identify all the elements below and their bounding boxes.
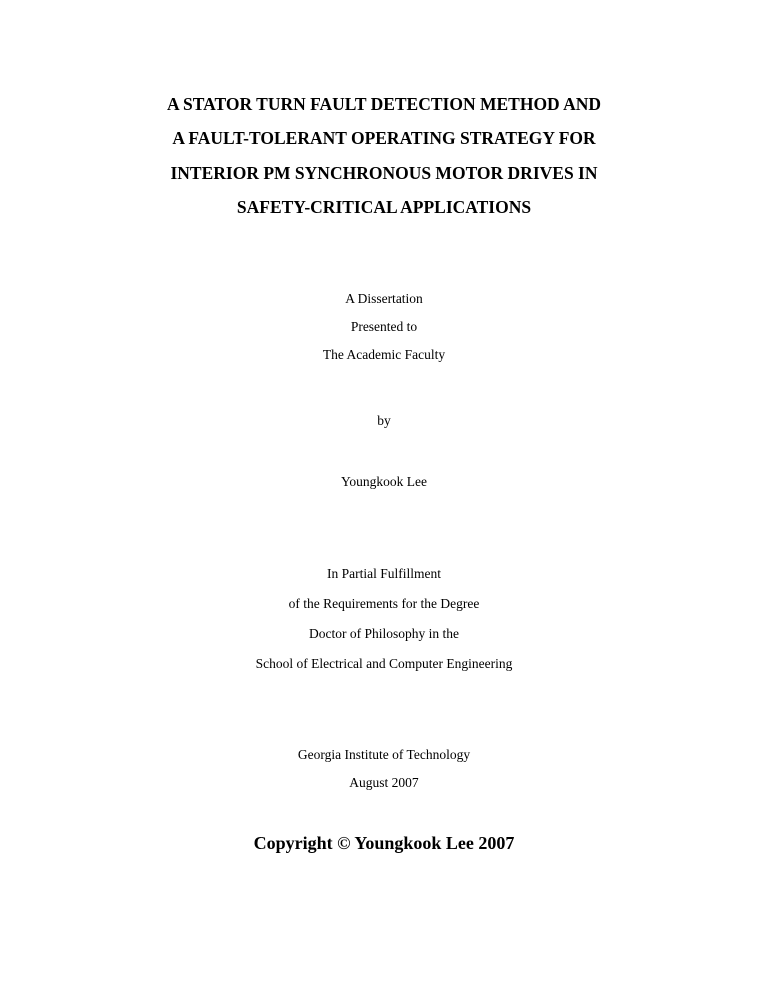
- academic-faculty: The Academic Faculty: [322, 347, 446, 362]
- fulfillment-line-1: In Partial Fulfillment: [327, 566, 441, 581]
- submission-date: August 2007: [349, 775, 419, 790]
- presented-to: Presented to: [350, 319, 418, 334]
- title-line-4: SAFETY-CRITICAL APPLICATIONS: [236, 197, 532, 217]
- by-label: by: [377, 413, 391, 428]
- dissertation-label: A Dissertation: [345, 291, 423, 306]
- title-line-3: INTERIOR PM SYNCHRONOUS MOTOR DRIVES IN: [170, 163, 598, 183]
- author-name: Youngkook Lee: [340, 474, 427, 489]
- title-line-2: A FAULT-TOLERANT OPERATING STRATEGY FOR: [172, 128, 596, 148]
- title-line-1: A STATOR TURN FAULT DETECTION METHOD AND: [166, 94, 602, 114]
- school-name: School of Electrical and Computer Engineering: [255, 656, 513, 671]
- fulfillment-line-2: of the Requirements for the Degree: [288, 596, 480, 611]
- copyright-notice: Copyright © Youngkook Lee 2007: [253, 833, 515, 853]
- institution-name: Georgia Institute of Technology: [297, 747, 471, 762]
- degree-name: Doctor of Philosophy in the: [309, 626, 459, 641]
